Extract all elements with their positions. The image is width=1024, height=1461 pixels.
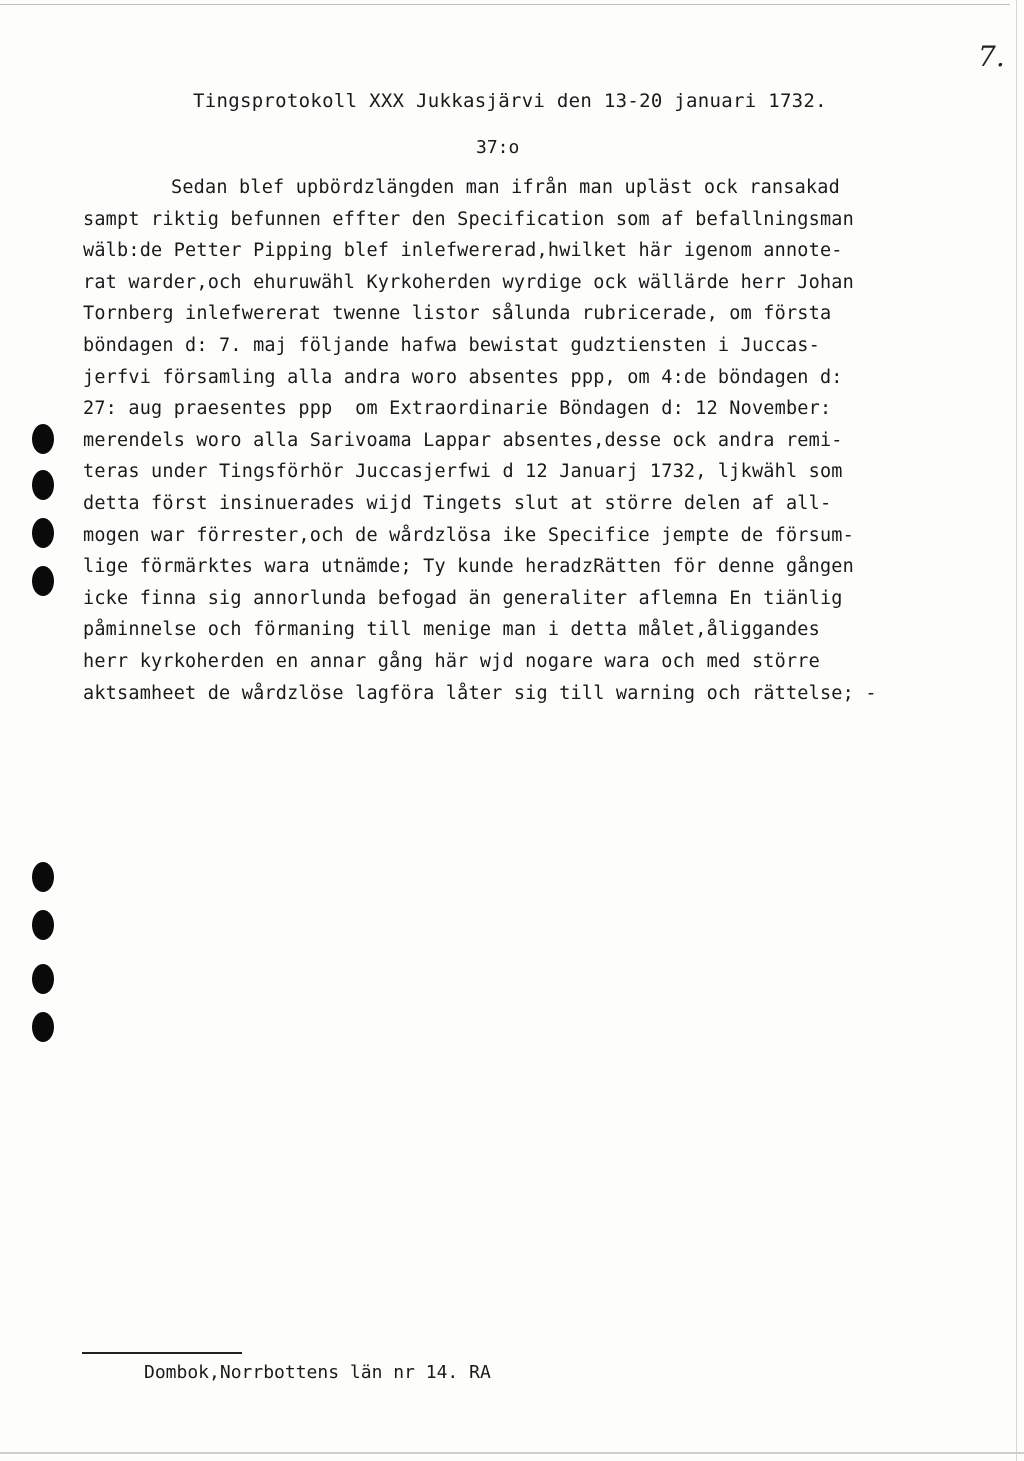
- body-line: detta först insinuerades wijd Tingets slut at större delen af all-: [83, 492, 832, 514]
- body-line: mogen war förrester,och de wårdzlösa ike Specifice jempte de försum-: [83, 524, 854, 546]
- archive-reference: Dombok,Norrbottens län nr 14. RA: [144, 1362, 491, 1383]
- body-line: jerfvi församling alla andra woro absentes ppp, om 4:de böndagen d:: [83, 366, 843, 388]
- punch-hole: [32, 964, 54, 994]
- body-line: lige förmärktes wara utnämde; Ty kunde heradzRätten för denne gången: [83, 556, 854, 578]
- body-line: 27: aug praesentes ppp om Extraordinarie Böndagen d: 12 November:: [83, 398, 832, 420]
- punch-hole: [32, 566, 54, 596]
- punch-hole: [32, 518, 54, 548]
- body-line: rat warder,och ehuruwähl Kyrkoherden wyrdige ock wällärde herr Johan: [83, 271, 854, 293]
- body-line: böndagen d: 7. maj följande hafwa bewistat gudztiensten i Juccas-: [83, 334, 820, 356]
- punch-hole: [32, 470, 54, 500]
- body-line: merendels woro alla Sarivoama Lappar absentes,desse ock andra remi-: [83, 429, 843, 451]
- body-line: wälb:de Petter Pipping blef inlefwererad,hwilket här igenom annote-: [83, 240, 843, 262]
- protocol-body: [83, 172, 943, 709]
- body-line: icke finna sig annorlunda befogad än generaliter aflemna En tiänlig: [83, 587, 843, 609]
- right-edge-rule: [1016, 0, 1017, 1461]
- top-edge-rule: [0, 4, 1010, 5]
- punch-hole: [32, 910, 54, 940]
- punch-hole: [32, 862, 54, 892]
- punch-hole: [32, 424, 54, 454]
- body-line: påminnelse och förmaning till menige man i detta målet,åliggandes: [83, 619, 820, 641]
- punch-hole: [32, 1012, 54, 1042]
- body-line: Sedan blef upbördzlängden man ifrån man upläst ock ransakad: [171, 177, 840, 198]
- footnote-rule: [82, 1352, 242, 1354]
- document-heading: Tingsprotokoll XXX Jukkasjärvi den 13-20 januari 1732.: [193, 90, 827, 112]
- body-line: sampt riktig befunnen effter den Specification som af befallningsman: [83, 208, 854, 230]
- section-number: 37:o: [476, 137, 520, 158]
- body-line: herr kyrkoherden en annar gång här wjd nogare wara och med större: [83, 650, 820, 672]
- body-line: Tornberg inlefwererat twenne listor sålunda rubricerade, om första: [83, 303, 832, 325]
- body-line: aktsamheet de wårdzlöse lagföra låter sig till warning och rättelse; -: [83, 682, 877, 704]
- body-line: teras under Tingsförhör Juccasjerfwi d 12 Januarj 1732, ljkwähl som: [83, 461, 843, 483]
- page-number: 7.: [978, 40, 1005, 73]
- bottom-edge-rule: [0, 1452, 1024, 1454]
